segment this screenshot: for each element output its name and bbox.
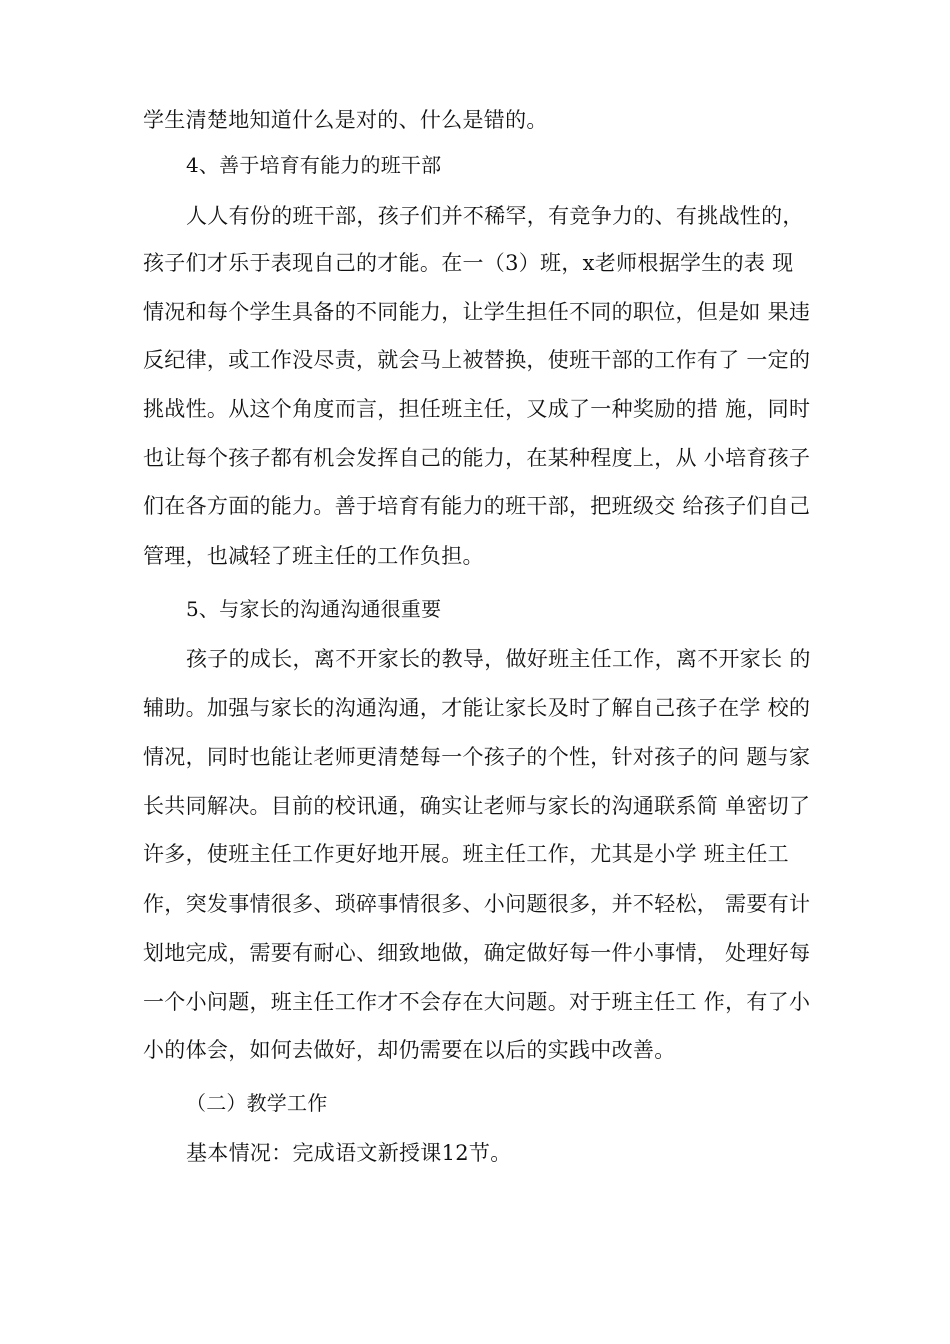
section-heading: （二）教学工作 — [186, 1091, 328, 1115]
paragraph-line: 管理，也减轻了班主任的工作负担。 — [143, 544, 484, 568]
paragraph-line: 小的体会，如何去做好，却仍需要在以后的实践中改善。 — [143, 1038, 676, 1062]
paragraph-line: 情况，同时也能让老师更清楚每一个孩子的个性，针对孩子的问 题与家 — [143, 745, 811, 769]
paragraph-line: 一个小问题，班主任工作才不会存在大问题。对于班主任工 作，有了小 — [143, 990, 811, 1014]
paragraph-line: 许多，使班主任工作更好地开展。班主任工作，尤其是小学 班主任工 — [143, 842, 789, 866]
paragraph-line: 情况和每个学生具备的不同能力，让学生担任不同的职位，但是如 果违 — [143, 300, 811, 324]
paragraph-line: 人人有份的班干部，孩子们并不稀罕，有竞争力的、有挑战性的， — [186, 204, 804, 228]
paragraph-line: 辅助。加强与家长的沟通沟通，才能让家长及时了解自己孩子在学 校的 — [143, 696, 811, 720]
paragraph-line: 作，突发事情很多、琐碎事情很多、小问题很多，并不轻松， 需要有计 — [143, 892, 811, 916]
section-heading: 5、与家长的沟通沟通很重要 — [186, 597, 442, 621]
paragraph-line: 也让每个孩子都有机会发挥自己的能力，在某种程度上，从 小培育孩子 — [143, 446, 811, 470]
paragraph-line: 基本情况：完成语文新授课12节。 — [186, 1141, 512, 1165]
paragraph-line: 长共同解决。目前的校讯通，确实让老师与家长的沟通联系简 单密切了 — [143, 794, 811, 818]
paragraph-line: 反纪律，或工作没尽责，就会马上被替换，使班干部的工作有了 一定的 — [143, 348, 811, 372]
paragraph-line: 们在各方面的能力。善于培育有能力的班干部，把班级交 给孩子们自己 — [143, 494, 811, 518]
paragraph-line: 划地完成，需要有耐心、细致地做，确定做好每一件小事情， 处理好每 — [143, 941, 811, 965]
paragraph-line: 孩子的成长，离不开家长的教导，做好班主任工作，离不开家长 的 — [186, 647, 811, 671]
paragraph-line: 挑战性。从这个角度而言，担任班主任，又成了一种奖励的措 施，同时 — [143, 397, 811, 421]
section-heading: 4、善于培育有能力的班干部 — [186, 153, 442, 177]
paragraph-line: 孩子们才乐于表现自己的才能。在一（3）班，x老师根据学生的表 现 — [143, 251, 794, 275]
paragraph-line: 学生清楚地知道什么是对的、什么是错的。 — [143, 108, 548, 132]
